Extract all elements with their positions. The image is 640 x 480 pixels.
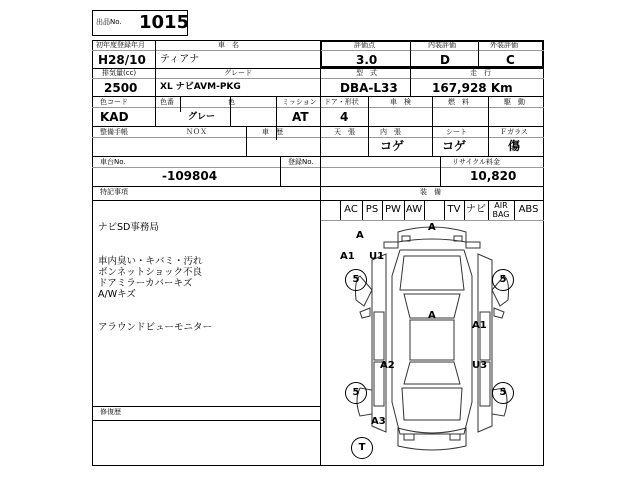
- lot-label: 出品No.: [96, 18, 122, 26]
- wheel-front-right: 5: [492, 269, 514, 291]
- mark-front-bumper: A: [428, 222, 436, 233]
- seat-label: シート: [446, 128, 467, 136]
- note-line: ナビSD事務局: [98, 222, 159, 233]
- note-line: A/Wキズ: [98, 289, 136, 300]
- color-code-value: KAD: [100, 110, 129, 124]
- mileage-value: 167,928 Km: [432, 81, 513, 95]
- glass-label: Ｆガラス: [500, 128, 528, 136]
- doors-label: ドア・形状: [324, 98, 359, 106]
- registration-label: 登録No.: [288, 158, 314, 166]
- equip-abs: ABS: [518, 204, 539, 215]
- maintenance-label: 整備手帳: [100, 128, 128, 136]
- mission-value: AT: [292, 110, 309, 124]
- glass-value: 傷: [508, 139, 521, 153]
- lot-number: 1015: [139, 12, 190, 33]
- equip-navi: ナビ: [466, 204, 486, 215]
- repair-label: 修復歴: [100, 408, 121, 416]
- doors-value: 4: [340, 110, 349, 124]
- mark-rear-bumper: A3: [371, 416, 386, 427]
- model-label: 型 式: [356, 69, 377, 77]
- car-value: ティアナ: [160, 54, 200, 65]
- equip-aw: AW: [405, 204, 423, 215]
- recycle-label: リサイクル料金: [452, 158, 501, 166]
- grade-value: XL ナビAVM-PKG: [160, 82, 241, 92]
- chassis-label: 車台No.: [100, 158, 126, 166]
- displacement-label: 排気量(cc): [102, 69, 137, 77]
- mileage-label: 走 行: [470, 69, 491, 77]
- equipment-label: 装 備: [420, 188, 441, 196]
- equipment-row: [340, 200, 544, 220]
- exterior-label: 外装評価: [490, 41, 518, 49]
- color-label: 色: [228, 98, 235, 106]
- score-value: 3.0: [356, 53, 378, 67]
- note-line: アラウンドビューモニター: [98, 322, 213, 333]
- displacement-value: 2500: [104, 81, 138, 95]
- notes-label: 特記事項: [100, 188, 128, 196]
- interior-roof-value: コゲ: [380, 139, 405, 153]
- mark-roof: A: [428, 310, 436, 321]
- model-value: DBA-L33: [340, 81, 398, 95]
- mission-label: ミッション: [282, 98, 317, 106]
- note-line: 車内臭い・キバミ・汚れ: [98, 256, 203, 267]
- mark-front-left: A: [356, 230, 364, 241]
- wheel-rear-left: 5: [345, 382, 367, 404]
- mark-right-side: A1: [472, 320, 487, 331]
- color-value: グレー: [188, 112, 216, 122]
- mark-fender-left: A1: [340, 251, 355, 262]
- color-code-label: 色コード: [100, 98, 128, 106]
- drive-label: 駆 動: [504, 98, 525, 106]
- note-line: ボンネットショック不良: [98, 267, 203, 278]
- lot-box: [92, 10, 188, 36]
- recycle-value: 10,820: [470, 169, 517, 183]
- spare-tire: T: [351, 437, 373, 459]
- exterior-value: C: [506, 53, 515, 67]
- equip-airbag: AIR BAG: [492, 201, 510, 219]
- note-line: ドアミラーカバーキズ: [98, 278, 193, 289]
- nox-label: ＮＯＸ: [186, 128, 207, 136]
- score-label: 評価点: [354, 41, 375, 49]
- wheel-front-left: 5: [345, 269, 367, 291]
- interior-label: 内装評価: [428, 41, 456, 49]
- year-value: H28/10: [98, 53, 146, 67]
- interior-roof-label: 内 張: [380, 128, 401, 136]
- mark-rear-right: U3: [472, 360, 488, 371]
- vehicle-inspection-label: 車 検: [390, 98, 411, 106]
- interior-value: D: [440, 53, 450, 67]
- fuel-label: 燃 料: [448, 98, 469, 106]
- equip-pw: PW: [385, 204, 401, 215]
- seat-value: コゲ: [442, 139, 467, 153]
- equip-tv: TV: [447, 204, 461, 215]
- color-no-label: 色番: [160, 98, 174, 106]
- year-label: 初年度登録年月: [96, 41, 145, 49]
- grade-label: グレード: [224, 69, 252, 77]
- mark-fender-left-u: U1: [369, 251, 385, 262]
- mark-rear-left: A2: [380, 360, 395, 371]
- equip-ps: PS: [365, 204, 379, 215]
- equip-ac: AC: [344, 204, 358, 215]
- roof-label: 天 張: [334, 128, 355, 136]
- chassis-value: -109804: [162, 169, 218, 183]
- car-label: 車 名: [218, 41, 239, 49]
- history-label: 車 歴: [262, 128, 283, 136]
- wheel-rear-right: 5: [492, 382, 514, 404]
